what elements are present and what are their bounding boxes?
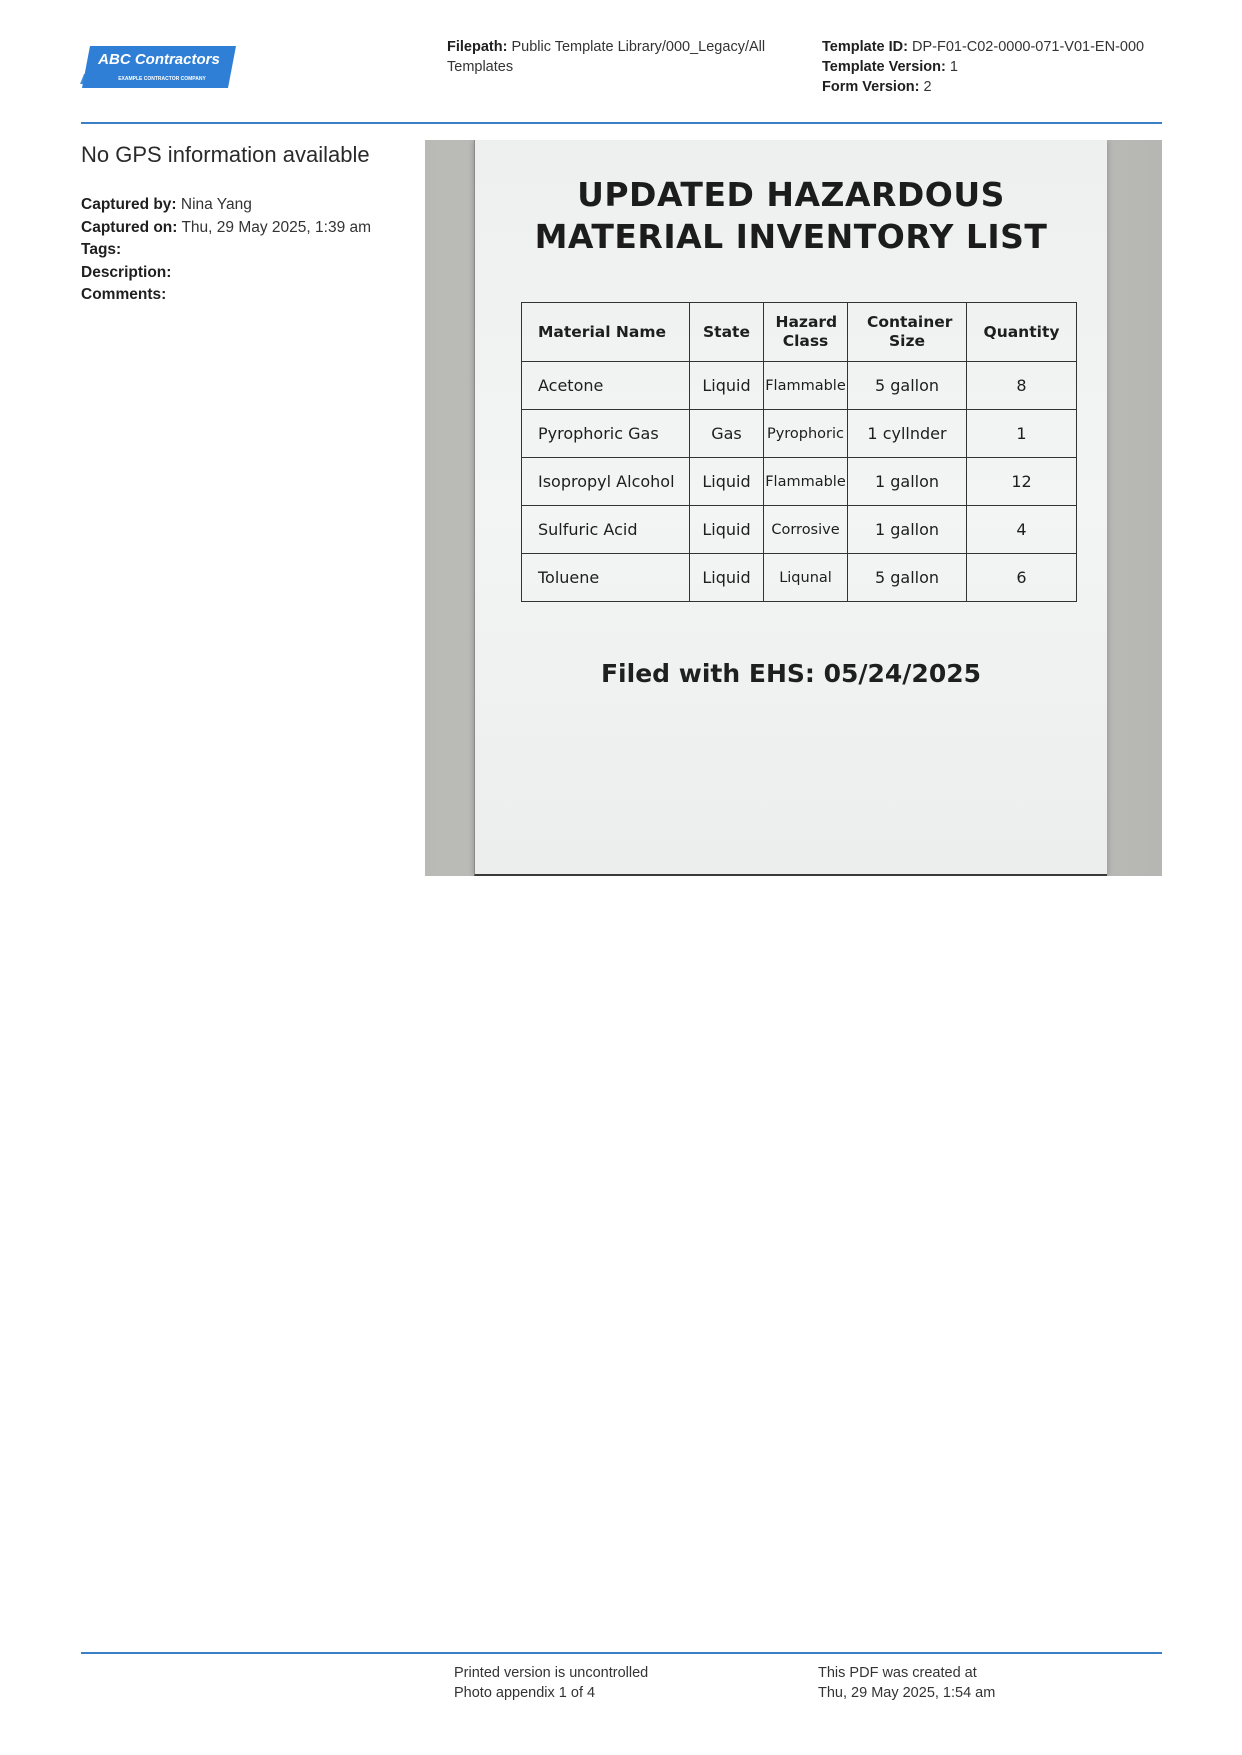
filepath-block: [447, 37, 787, 77]
svg-text:ABC Contractors: ABC Contractors: [98, 51, 220, 68]
description-row: [81, 262, 371, 285]
template-id-row: [822, 37, 1202, 57]
cell-quantity: 6: [967, 554, 1077, 602]
cell-hazard: Flammable: [764, 458, 848, 506]
attached-photo[interactable]: [425, 140, 1162, 876]
cell-material: Pyrophoric Gas: [522, 410, 690, 458]
cell-quantity: 1: [967, 410, 1077, 458]
filepath-value: Public Template Library/000_Legacy/All Templates: [447, 39, 766, 75]
inventory-table: [521, 302, 1077, 602]
captured-by-row: [81, 194, 371, 217]
cell-hazard: Pyrophoric: [764, 410, 848, 458]
cell-hazard: Liqunal: [764, 554, 848, 602]
col-quantity: Quantity: [967, 303, 1077, 362]
footer-divider: [81, 1652, 1162, 1654]
table-row: [522, 506, 1077, 554]
filed-with-ehs: Filed with EHS: 05/24/2025: [600, 659, 982, 688]
captured-on-value: Thu, 29 May 2025, 1:39 am: [181, 218, 372, 236]
cell-material: Toluene: [522, 554, 690, 602]
cell-state: Liquid: [690, 506, 764, 554]
form-version-label: Form Version:: [822, 79, 920, 95]
table-row: [522, 554, 1077, 602]
col-hazard-class: Hazard Class: [764, 303, 848, 362]
cell-hazard: Corrosive: [764, 506, 848, 554]
captured-by-label: Captured by:: [81, 196, 177, 213]
template-version-value: 1: [949, 59, 958, 75]
header-divider: [81, 122, 1162, 124]
cell-state: Liquid: [690, 554, 764, 602]
table-row: [522, 362, 1077, 410]
cell-state: Gas: [690, 410, 764, 458]
captured-on-row: [81, 217, 371, 240]
template-version-label: Template Version:: [822, 59, 946, 75]
template-version-row: [822, 57, 1202, 77]
sheet-title-line1: UPDATED HAZARDOUS: [577, 175, 1005, 214]
cell-container: 1 cyllnder: [848, 410, 967, 458]
col-container-size: Container Size: [848, 303, 967, 362]
gps-status: No GPS information available: [81, 142, 370, 167]
template-id-label: Template ID:: [822, 39, 908, 55]
col-material-name: Material Name: [522, 303, 690, 362]
col-state: State: [690, 303, 764, 362]
footer-right: [818, 1663, 995, 1703]
form-version-value: 2: [923, 79, 932, 95]
template-id-value: DP-F01-C02-0000-071-V01-EN-000: [911, 39, 1145, 55]
cell-material: Acetone: [522, 362, 690, 410]
tags-label: Tags:: [81, 241, 122, 258]
cell-container: 1 gallon: [848, 458, 967, 506]
form-version-row: [822, 77, 1202, 97]
cell-container: 1 gallon: [848, 506, 967, 554]
cell-state: Liquid: [690, 458, 764, 506]
uncontrolled-notice: Printed version is uncontrolled: [454, 1665, 649, 1681]
captured-on-label: Captured on:: [81, 218, 178, 236]
pdf-created-label: This PDF was created at: [818, 1665, 977, 1681]
table-row: [522, 458, 1077, 506]
cell-material: Isopropyl Alcohol: [522, 458, 690, 506]
cell-state: Liquid: [690, 362, 764, 410]
cell-container: 5 gallon: [848, 554, 967, 602]
svg-text:EXAMPLE CONTRACTOR COMPANY: EXAMPLE CONTRACTOR COMPANY: [118, 76, 206, 82]
comments-row: [81, 284, 371, 307]
cell-container: 5 gallon: [848, 362, 967, 410]
inventory-header-row: [522, 303, 1077, 362]
cell-material: Sulfuric Acid: [522, 506, 690, 554]
abc-contractors-logo: [80, 44, 240, 92]
photo-metadata: [81, 194, 371, 307]
footer-left: [454, 1663, 648, 1703]
filepath-label: Filepath:: [447, 39, 508, 55]
tags-row: [81, 239, 371, 262]
cell-quantity: 4: [967, 506, 1077, 554]
photo-appendix-count: Photo appendix 1 of 4: [454, 1685, 596, 1701]
comments-label: Comments:: [81, 286, 167, 303]
sheet-title-line2: MATERIAL INVENTORY LIST: [534, 217, 1048, 256]
description-label: Description:: [81, 263, 172, 281]
cell-quantity: 12: [967, 458, 1077, 506]
sheet-title: [475, 174, 1107, 258]
cell-hazard: Flammable: [764, 362, 848, 410]
inventory-sheet: [474, 140, 1107, 876]
table-row: [522, 410, 1077, 458]
pdf-created-value: Thu, 29 May 2025, 1:54 am: [818, 1685, 996, 1701]
captured-by-value: Nina Yang: [180, 196, 252, 213]
template-info-block: [822, 37, 1202, 97]
cell-quantity: 8: [967, 362, 1077, 410]
